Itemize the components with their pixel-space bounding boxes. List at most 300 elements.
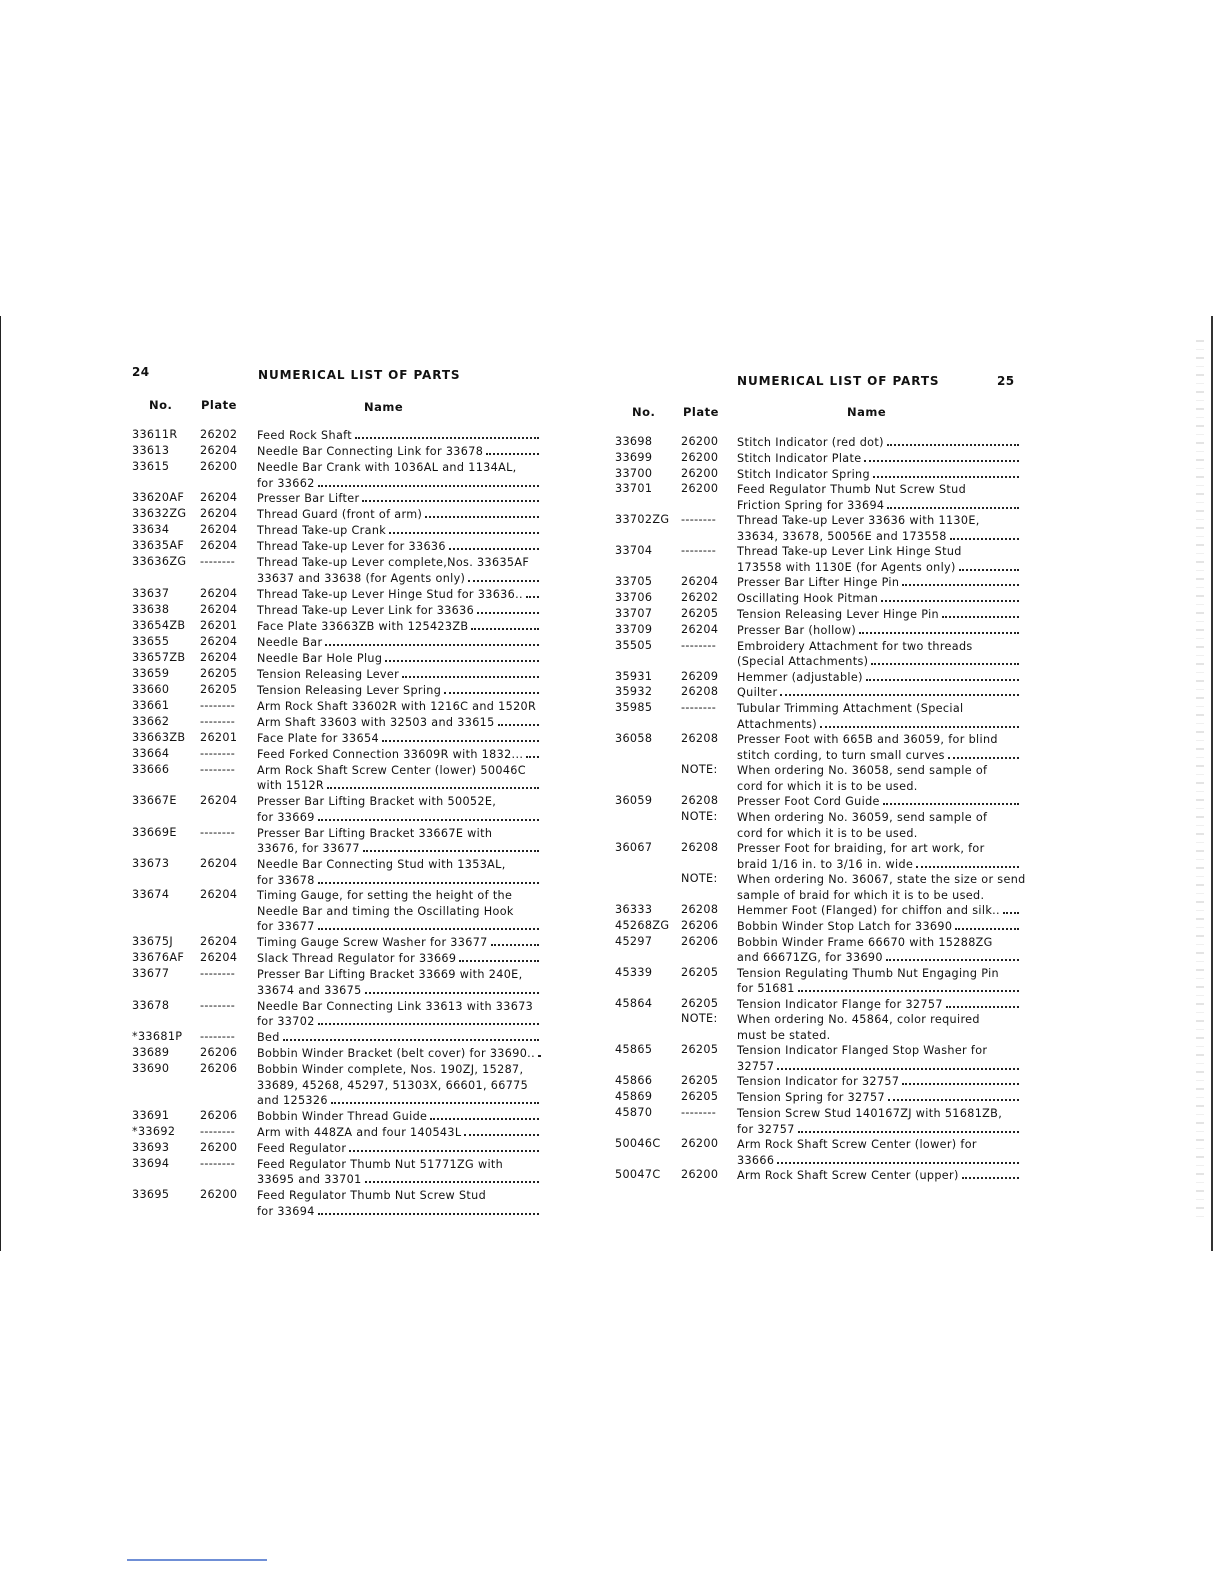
- plate-number: 26204: [200, 586, 238, 600]
- leader-dots: [318, 1017, 539, 1025]
- leader-dots: [498, 718, 539, 726]
- part-name: [257, 731, 542, 747]
- part-name: [257, 667, 542, 683]
- plate-number: 26205: [200, 682, 238, 696]
- part-name: [737, 513, 1022, 544]
- part-name-line: Thread Take-up Lever Hinge Stud for 33636..: [257, 587, 523, 601]
- part-number: 33691: [132, 1108, 170, 1122]
- part-name-line: Presser Foot for braiding, for art work, for: [737, 842, 985, 855]
- header-name: Name: [364, 400, 404, 414]
- part-name-line: Tension Regulating Thumb Nut Engaging Pin: [737, 966, 999, 980]
- plate-number: --------: [200, 1156, 236, 1170]
- part-name: [737, 639, 1022, 670]
- leader-dots: [477, 606, 539, 614]
- leader-dots: [362, 494, 539, 502]
- plate-number: 26205: [681, 1043, 719, 1057]
- part-number: 33693: [132, 1140, 170, 1154]
- part-name: [257, 1188, 542, 1219]
- plate-number: --------: [681, 638, 717, 652]
- plate-number: 26204: [200, 935, 238, 949]
- plate-number: 26200: [200, 1188, 238, 1202]
- plate-number: 26204: [200, 523, 238, 537]
- part-name: [737, 451, 1022, 467]
- part-name-line: Feed Regulator Thumb Nut Screw Stud: [257, 1189, 487, 1203]
- part-name: [737, 482, 1022, 513]
- leader-dots: [389, 526, 539, 534]
- leader-dots: [444, 686, 539, 694]
- part-name-line: Timing Gauge, for setting the height of the: [257, 889, 513, 903]
- plate-number: 26205: [681, 607, 719, 620]
- plate-number: 26204: [200, 491, 238, 505]
- header-no: No.: [149, 398, 173, 412]
- plate-number: 26206: [200, 1046, 238, 1059]
- leader-dots: [365, 986, 539, 994]
- part-number: 33615: [132, 460, 170, 473]
- part-number: 35931: [615, 669, 653, 683]
- part-name: [257, 763, 542, 794]
- leader-dots: [425, 510, 539, 518]
- part-number: 45865: [615, 1043, 653, 1057]
- plate-number: --------: [200, 555, 236, 569]
- leader-dots: [887, 438, 1019, 446]
- part-name-line: Arm Rock Shaft Screw Center (lower) for: [737, 1138, 977, 1151]
- part-number: 33701: [615, 482, 653, 496]
- part-name-line: Tension Indicator Flanged Stop Washer for: [737, 1044, 988, 1058]
- part-name-line: Thread Take-up Lever complete,Nos. 33635AF: [257, 556, 530, 570]
- part-number: 33638: [132, 602, 170, 616]
- part-number: 45869: [615, 1090, 653, 1104]
- part-number: 33662: [132, 714, 170, 728]
- leader-dots: [864, 454, 1019, 462]
- part-name-line: Needle Bar Connecting Link 33613 with 33673: [257, 999, 534, 1013]
- part-name-line: cord for which it is to be used.: [737, 826, 918, 840]
- plate-number: 26200: [200, 460, 238, 473]
- plate-number: 26200: [681, 1168, 719, 1181]
- part-name-line: Stitch Indicator Plate: [737, 451, 862, 465]
- leader-dots: [959, 563, 1019, 571]
- part-name-line: Bobbin Winder Stop Latch for 33690: [737, 919, 953, 933]
- leader-dots: [888, 1093, 1019, 1101]
- part-name: [737, 919, 1022, 935]
- part-name: [257, 1046, 542, 1062]
- plate-number: 26206: [200, 1062, 238, 1075]
- part-name: [737, 575, 1022, 591]
- plate-number: 26204: [200, 794, 238, 808]
- plate-number: --------: [681, 544, 717, 558]
- part-name: [257, 555, 542, 586]
- plate-number: 26204: [681, 575, 719, 589]
- leader-dots: [887, 501, 1019, 509]
- leader-dots: [486, 447, 539, 455]
- part-name-line: braid 1/16 in. to 3/16 in. wide: [737, 857, 914, 871]
- part-name: [257, 1030, 542, 1046]
- part-name-line: for 33678: [257, 873, 315, 887]
- part-name-line: Presser Bar Lifting Bracket 33667E with: [257, 826, 493, 840]
- leader-dots: [318, 922, 539, 930]
- part-name-line: Attachments): [737, 717, 817, 731]
- part-name-line: cord for which it is to be used.: [737, 779, 918, 793]
- part-name-line: for 33662: [257, 476, 315, 490]
- part-name-line: 33637 and 33638 (for Agents only): [257, 571, 466, 585]
- part-name-line: Arm Rock Shaft Screw Center (lower) 50046C: [257, 763, 526, 777]
- part-name-line: Thread Take-up Lever Link for 33636: [257, 603, 475, 617]
- part-name: [257, 1141, 542, 1157]
- plate-number: 26204: [200, 602, 238, 616]
- leader-dots: [318, 479, 539, 487]
- leader-dots: [471, 622, 539, 630]
- leader-dots: [449, 542, 539, 550]
- part-name: [257, 619, 542, 635]
- leader-dots: [820, 720, 1019, 728]
- part-number: 33698: [615, 435, 653, 448]
- plate-number: 26205: [681, 1074, 719, 1088]
- part-number: 33620AF: [132, 491, 185, 505]
- plate-number: 26208: [681, 685, 719, 699]
- leader-dots: [331, 1096, 539, 1104]
- leader-dots: [798, 1125, 1019, 1133]
- part-name-line: Face Plate for 33654: [257, 731, 379, 745]
- plate-number: 26205: [681, 965, 719, 979]
- part-number: 33673: [132, 857, 170, 870]
- part-name-line: 173558 with 1130E (for Agents only): [737, 560, 956, 574]
- plate-number: --------: [200, 714, 236, 728]
- plate-number: --------: [200, 698, 236, 712]
- plate-number: --------: [200, 762, 236, 776]
- part-name-line: Arm with 448ZA and four 140543L: [257, 1125, 462, 1139]
- part-name: [737, 763, 1022, 794]
- part-number: 33659: [132, 666, 170, 680]
- part-name: [257, 635, 542, 651]
- part-number: 33704: [615, 544, 653, 558]
- part-name-line: Thread Take-up Lever Link Hinge Stud: [737, 545, 962, 559]
- leader-dots: [459, 954, 539, 962]
- part-name: [737, 1106, 1022, 1137]
- part-name: [737, 1168, 1022, 1184]
- leader-dots: [363, 844, 539, 852]
- plate-number: --------: [200, 967, 236, 981]
- part-name-line: sample of braid for which it is to be used.: [737, 888, 985, 902]
- part-name-line: 33634, 33678, 50056E and 173558: [737, 529, 947, 543]
- leader-dots: [873, 470, 1019, 478]
- leader-dots: [942, 610, 1019, 618]
- part-number: 33705: [615, 575, 653, 589]
- part-name: [737, 701, 1022, 732]
- part-name-line: When ordering No. 36067, state the size or send: [737, 873, 1026, 886]
- leader-dots: [859, 626, 1019, 634]
- leader-dots: [382, 734, 539, 742]
- part-name-line: 33674 and 33675: [257, 983, 362, 997]
- leader-dots: [430, 1112, 539, 1120]
- part-name-line: Needle Bar Hole Plug: [257, 651, 383, 665]
- part-name: [257, 491, 542, 507]
- header-name: Name: [847, 405, 887, 419]
- part-name-line: Feed Regulator Thumb Nut Screw Stud: [737, 483, 967, 497]
- part-name: [257, 888, 542, 935]
- part-name-line: Presser Foot with 665B and 36059, for blind: [737, 733, 998, 747]
- part-number: 33677: [132, 967, 170, 981]
- plate-number: NOTE:: [681, 1012, 718, 1026]
- part-name: [737, 544, 1022, 575]
- part-name: [737, 607, 1022, 623]
- part-name-line: Thread Take-up Crank: [257, 524, 387, 538]
- plate-number: 26206: [200, 1108, 238, 1122]
- leader-dots: [777, 1062, 1019, 1070]
- plate-number: NOTE:: [681, 810, 718, 823]
- scan-speckle: [1196, 340, 1204, 1220]
- part-name: [737, 670, 1022, 686]
- part-name-line: for 33702: [257, 1015, 315, 1029]
- plate-number: 26208: [681, 794, 719, 808]
- part-name-line: Tension Screw Stud 140167ZJ with 51681ZB,: [737, 1107, 1003, 1120]
- part-number: 33664: [132, 746, 170, 760]
- part-name: [257, 651, 542, 667]
- part-name: [257, 444, 542, 460]
- part-name: [257, 460, 542, 491]
- part-number: *33692: [132, 1124, 176, 1138]
- plate-number: --------: [200, 1124, 236, 1138]
- part-name-line: 33676, for 33677: [257, 842, 360, 856]
- part-number: 33657ZB: [132, 650, 186, 664]
- part-number: 45864: [615, 996, 653, 1010]
- part-number: 36067: [615, 841, 653, 854]
- part-name-line: Thread Take-up Lever 33636 with 1130E,: [737, 514, 980, 528]
- part-number: 33702ZG: [615, 513, 670, 527]
- part-name-line: for 33677: [257, 920, 315, 934]
- leader-dots: [946, 1000, 1019, 1008]
- part-number: 33660: [132, 682, 170, 696]
- leader-dots: [491, 938, 539, 946]
- plate-number: --------: [200, 998, 236, 1012]
- leader-dots: [325, 638, 539, 646]
- part-number: 33637: [132, 586, 170, 600]
- part-number: 33663ZB: [132, 730, 186, 744]
- leader-dots: [318, 876, 539, 884]
- leader-dots: [327, 781, 539, 789]
- part-name-line: Needle Bar and timing the Oscillating Hook: [257, 904, 514, 918]
- part-name-line: Feed Regulator: [257, 1141, 347, 1155]
- plate-number: --------: [681, 1106, 717, 1119]
- plate-number: 26209: [681, 669, 719, 683]
- part-name: [737, 1043, 1022, 1074]
- part-name-line: Bed: [257, 1031, 280, 1044]
- part-number: 33636ZG: [132, 555, 187, 569]
- part-number: 33634: [132, 523, 170, 537]
- part-name-line: Thread Take-up Lever for 33636: [257, 540, 446, 554]
- part-name: [737, 685, 1022, 701]
- leader-dots: [881, 594, 1019, 602]
- part-name-line: Arm Rock Shaft 33602R with 1216C and 1520R: [257, 699, 537, 713]
- part-name-line: Timing Gauge Screw Washer for 33677: [257, 936, 488, 950]
- part-name-line: Tension Releasing Lever: [257, 667, 400, 681]
- part-name-line: Feed Rock Shaft: [257, 429, 352, 442]
- part-name-line: Embroidery Attachment for two threads: [737, 639, 973, 653]
- plate-number: 26206: [681, 918, 719, 932]
- part-number: 45297: [615, 934, 653, 948]
- leader-dots: [355, 431, 539, 439]
- plate-number: --------: [200, 746, 236, 760]
- part-number: 33676AF: [132, 951, 185, 965]
- part-number: 33709: [615, 622, 653, 636]
- part-number: 33678: [132, 998, 170, 1012]
- plate-number: 26201: [200, 618, 238, 632]
- part-number: 33675J: [132, 935, 173, 949]
- plate-number: 26205: [200, 666, 238, 680]
- plate-number: NOTE:: [681, 872, 718, 885]
- part-number: 33699: [615, 450, 653, 464]
- plate-number: 26204: [200, 650, 238, 664]
- part-name: [257, 1062, 542, 1109]
- part-name: [257, 715, 542, 731]
- plate-number: NOTE:: [681, 763, 718, 777]
- part-name-line: When ordering No. 45864, color required: [737, 1013, 980, 1027]
- part-name-line: Tension Releasing Lever Hinge Pin: [737, 608, 939, 621]
- part-name-line: Presser Bar Lifting Bracket with 50052E,: [257, 795, 497, 809]
- part-number: 45339: [615, 965, 653, 979]
- part-name: [257, 1157, 542, 1188]
- part-name-line: Needle Bar Connecting Stud with 1353AL,: [257, 858, 506, 871]
- leader-dots: [526, 750, 539, 758]
- part-name: [737, 1012, 1022, 1043]
- part-number: 33707: [615, 607, 653, 620]
- part-name: [737, 935, 1022, 966]
- part-number: 35985: [615, 701, 653, 715]
- part-name: [257, 794, 542, 825]
- plate-number: 26202: [681, 591, 719, 605]
- part-number: 33635AF: [132, 539, 185, 553]
- plate-number: 26205: [681, 996, 719, 1010]
- leader-dots: [538, 1049, 539, 1057]
- plate-number: 26204: [200, 507, 238, 521]
- right-page: [615, 374, 1025, 1194]
- part-name-line: Quilter: [737, 686, 778, 700]
- part-name: [257, 699, 542, 715]
- leader-dots: [798, 984, 1019, 992]
- scan-edge-right: [1211, 316, 1213, 1251]
- part-number: *33681P: [132, 1030, 183, 1043]
- part-name-line: Presser Bar Lifting Bracket 33669 with 240E,: [257, 968, 523, 982]
- part-number: 33695: [132, 1188, 170, 1202]
- leader-dots: [902, 1077, 1019, 1085]
- part-number: 33694: [132, 1156, 170, 1170]
- part-name: [737, 1074, 1022, 1090]
- part-name-line: Stitch Indicator Spring: [737, 467, 870, 481]
- leader-dots: [402, 670, 539, 678]
- part-number: 35932: [615, 685, 653, 699]
- part-name-line: stitch cording, to turn small curves: [737, 748, 945, 762]
- part-number: 33655: [132, 634, 170, 648]
- part-name: [737, 841, 1022, 872]
- part-number: 33661: [132, 698, 170, 712]
- header-plate: Plate: [683, 405, 719, 419]
- part-name-line: Presser Bar (hollow): [737, 623, 857, 637]
- plate-number: 26200: [681, 466, 719, 480]
- part-name-line: Feed Regulator Thumb Nut 51771ZG with: [257, 1157, 504, 1171]
- plate-number: 26204: [200, 951, 238, 965]
- part-name-line: Bobbin Winder complete, Nos. 190ZJ, 15287,: [257, 1063, 524, 1076]
- part-name: [737, 591, 1022, 607]
- part-number: 36333: [615, 903, 653, 916]
- part-number: 35505: [615, 638, 653, 652]
- part-name-line: Thread Guard (front of arm): [257, 508, 423, 522]
- part-name-line: 32757: [737, 1059, 775, 1073]
- part-name: [257, 967, 542, 998]
- part-name-line: Presser Bar Lifter: [257, 492, 360, 506]
- part-name-line: and 66671ZG, for 33690: [737, 951, 883, 965]
- page-number-right: 25: [997, 374, 1015, 388]
- part-name: [737, 467, 1022, 483]
- part-name-line: Hemmer Foot (Flanged) for chiffon and silk..: [737, 904, 1000, 917]
- plate-number: 26208: [681, 732, 719, 746]
- part-name-line: When ordering No. 36058, send sample of: [737, 764, 988, 778]
- part-name: [737, 966, 1022, 997]
- part-number: 33689: [132, 1046, 170, 1059]
- part-number: 33613: [132, 444, 170, 457]
- part-number: 45870: [615, 1106, 653, 1119]
- plate-number: 26201: [200, 730, 238, 744]
- leader-dots: [871, 657, 1019, 665]
- plate-number: --------: [200, 1030, 236, 1043]
- part-name: [257, 507, 542, 523]
- part-name-line: Bobbin Winder Thread Guide: [257, 1109, 428, 1123]
- part-number: 50046C: [615, 1137, 661, 1150]
- part-name-line: Bobbin Winder Frame 66670 with 15288ZG: [737, 935, 993, 949]
- left-page: [132, 365, 552, 1225]
- plate-number: 26208: [681, 841, 719, 854]
- part-number: 33667E: [132, 794, 177, 808]
- part-name-line: Friction Spring for 33694: [737, 498, 885, 512]
- part-number: 33706: [615, 591, 653, 605]
- part-name-line: Tension Releasing Lever Spring: [257, 683, 442, 697]
- leader-dots: [902, 578, 1019, 586]
- leader-dots: [365, 1175, 539, 1183]
- part-name-line: When ordering No. 36059, send sample of: [737, 811, 988, 824]
- plate-number: 26202: [200, 428, 238, 441]
- page-number-left: 24: [132, 365, 150, 379]
- part-number: 45866: [615, 1074, 653, 1088]
- part-name: [257, 1125, 542, 1141]
- part-name-line: with 1512R: [257, 779, 325, 793]
- plate-number: 26200: [681, 450, 719, 464]
- part-name: [737, 872, 1026, 903]
- part-name: [737, 435, 1022, 451]
- part-name-line: Feed Forked Connection 33609R with 1832...: [257, 747, 524, 761]
- leader-dots: [948, 751, 1019, 759]
- page-title-left: NUMERICAL LIST OF PARTS: [258, 368, 461, 382]
- plate-number: 26200: [200, 1140, 238, 1154]
- part-name-line: 33666: [737, 1153, 775, 1167]
- leader-dots: [464, 1128, 539, 1136]
- part-name: [257, 935, 542, 951]
- plate-number: 26206: [681, 934, 719, 948]
- plate-number: 26200: [681, 435, 719, 448]
- part-name-line: for 33694: [257, 1204, 315, 1218]
- plate-number: 26204: [200, 444, 238, 457]
- leader-dots: [283, 1033, 539, 1041]
- part-number: 33669E: [132, 825, 177, 839]
- part-number: 33632ZG: [132, 507, 187, 521]
- part-name: [257, 1109, 542, 1125]
- part-number: 33666: [132, 762, 170, 776]
- leader-dots: [962, 1171, 1019, 1179]
- part-name: [257, 539, 542, 555]
- plate-number: 26204: [681, 622, 719, 636]
- part-name-line: Needle Bar Crank with 1036AL and 1134AL,: [257, 461, 517, 474]
- leader-dots: [883, 797, 1019, 805]
- part-name-line: Tension Spring for 32757: [737, 1091, 885, 1105]
- part-name: [737, 997, 1022, 1013]
- part-name: [257, 999, 542, 1030]
- part-name-line: Bobbin Winder Bracket (belt cover) for 33690..: [257, 1047, 535, 1060]
